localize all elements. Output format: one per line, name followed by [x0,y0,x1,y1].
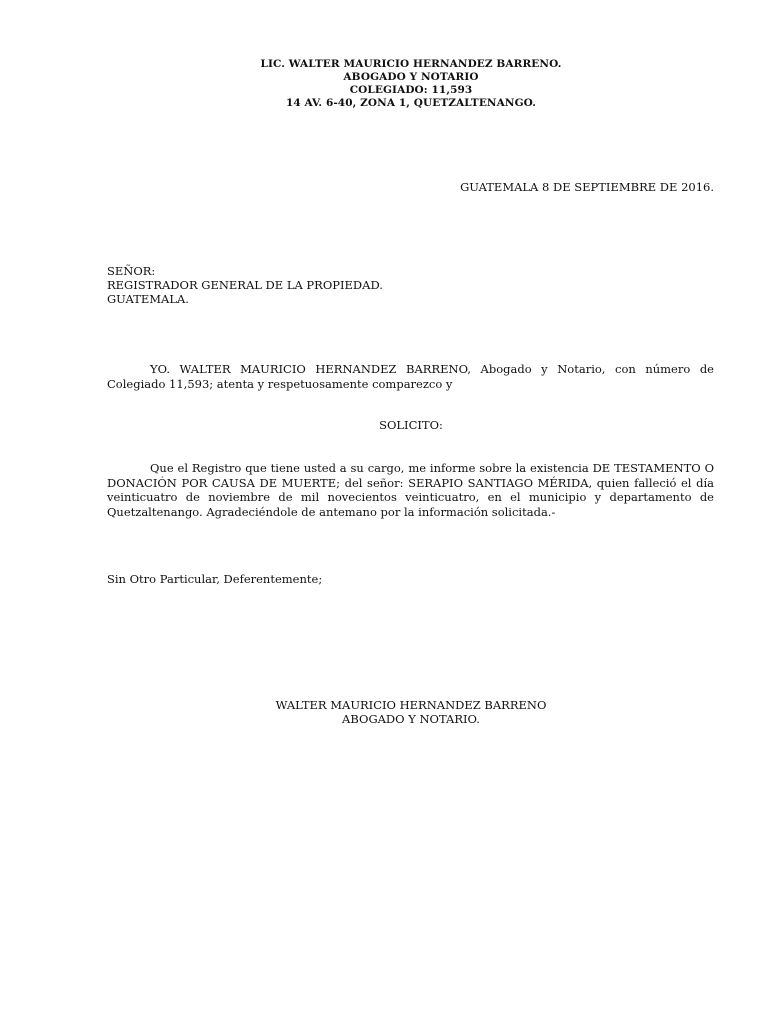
closing-line: Sin Otro Particular, Deferentemente; [107,572,323,586]
recipient-block [107,264,383,306]
letterhead [0,58,768,110]
signature-name: WALTER MAURICIO HERNANDEZ BARRENO [275,698,547,712]
letterhead-address: 14 AV. 6-40, ZONA 1, QUETZALTENANGO. [285,97,537,109]
signature-title: ABOGADO Y NOTARIO. [342,712,480,726]
letter-date: GUATEMALA 8 DE SEPTIEMBRE DE 2016. [460,180,714,194]
introduction-text: YO. WALTER MAURICIO HERNANDEZ BARRENO, Abogado y Notario, con número de Colegiado 11,593; atenta y respetuosamente comparezco y [107,362,714,391]
letterhead-registration: COLEGIADO: 11,593 [349,84,473,96]
letterhead-profession: ABOGADO Y NOTARIO [343,71,479,83]
solicito-heading: SOLICITO: [379,418,443,432]
introduction-paragraph [107,362,714,391]
signature-block [0,698,768,726]
request-paragraph [107,461,714,519]
recipient-title: REGISTRADOR GENERAL DE LA PROPIEDAD. [107,278,383,292]
recipient-salutation: SEÑOR: [107,264,156,278]
letterhead-name: LIC. WALTER MAURICIO HERNANDEZ BARRENO. [260,58,562,70]
recipient-location: GUATEMALA. [107,292,189,306]
request-text: Que el Registro que tiene usted a su cargo, me informe sobre la existencia DE TESTAMENTO O DONACIÓN POR CAUSA DE MUERTE; del señor: SERAPIO SANTIAGO MÉRIDA, quien falleció el día veinticuatro de noviembre de mil novecientos veinticuatro, en el municipio y departamento de Quetzaltenango. Agradeciéndole de antemano por la información solicitada.- [107,461,714,519]
